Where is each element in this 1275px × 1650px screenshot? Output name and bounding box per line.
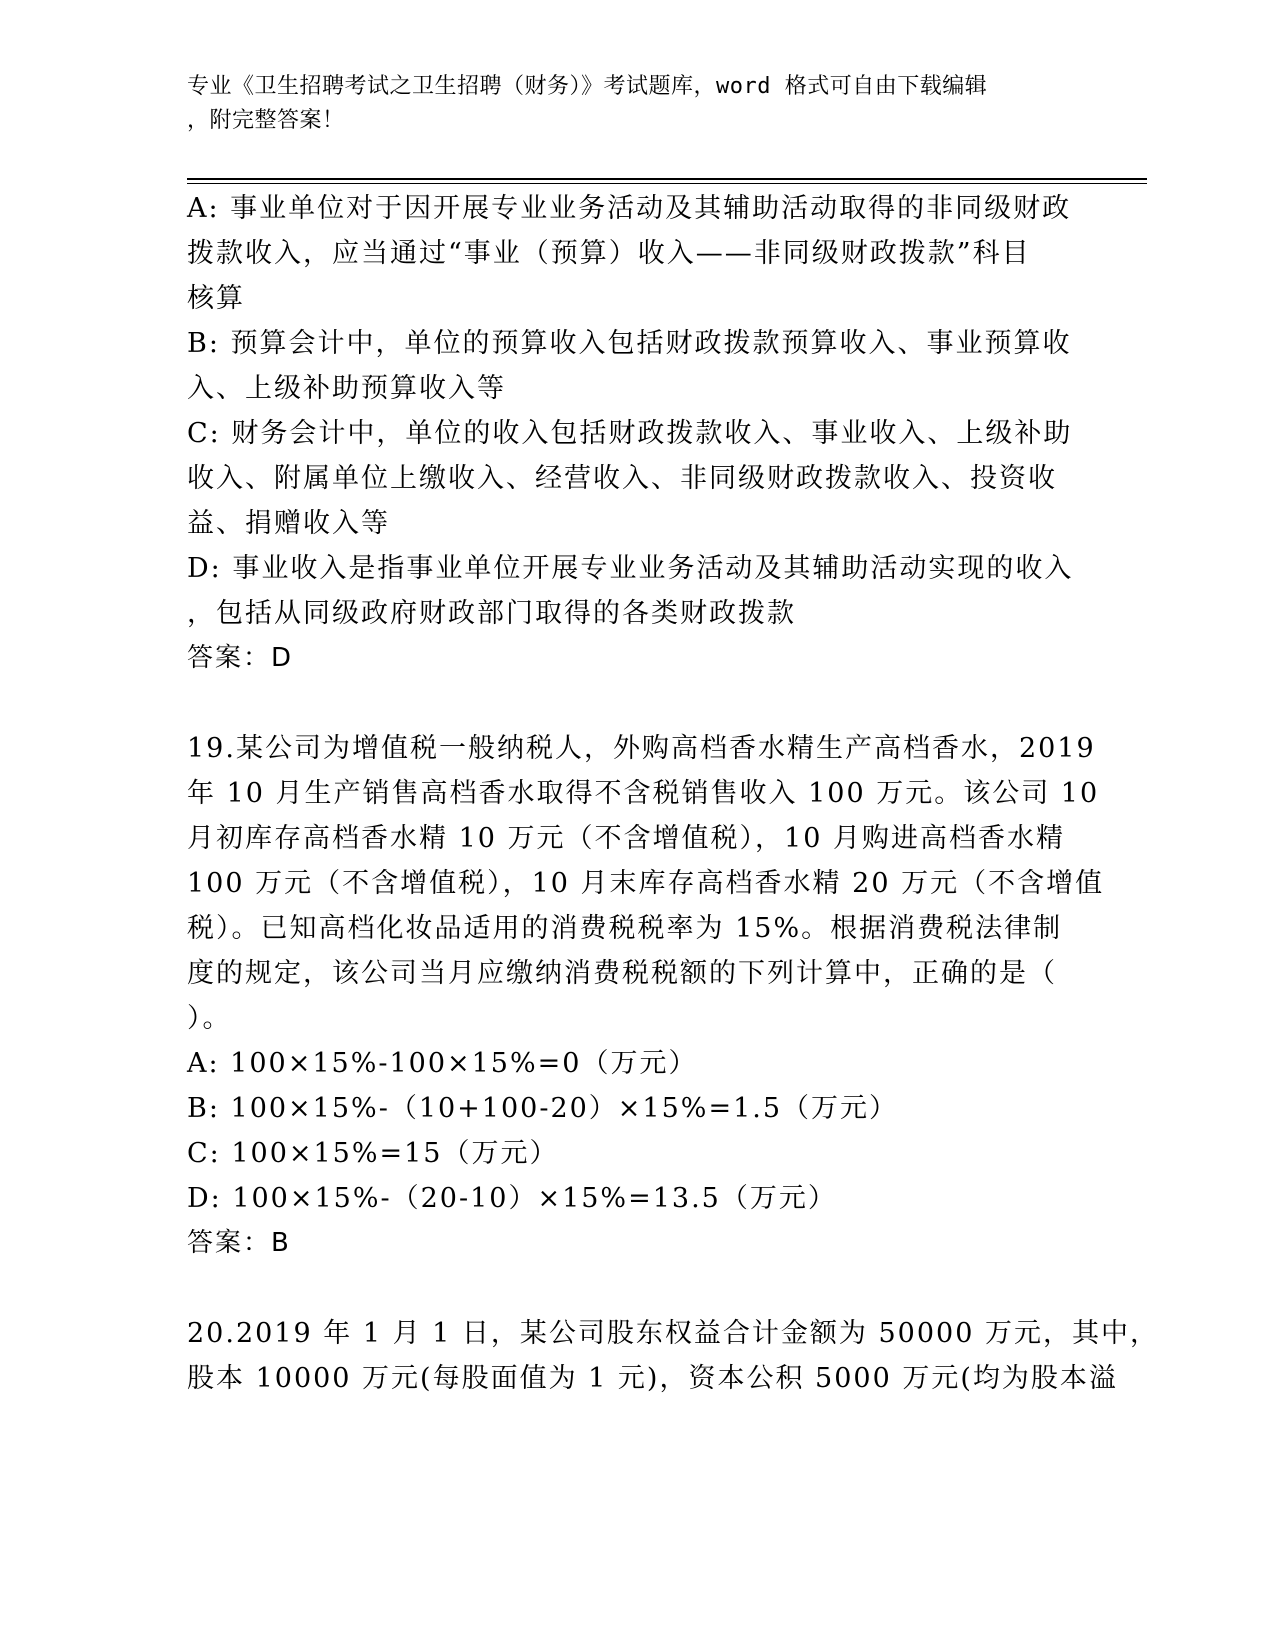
question-18 [187, 186, 1074, 681]
question-stem-line: 股本 10000 万元(每股面值为 1 元)，资本公积 5000 万元(均为股本溢 [187, 1363, 1118, 1394]
option-line: 核算 [187, 283, 245, 314]
header-line: ，附完整答案！ [187, 108, 345, 133]
option-line: D: 事业收入是指事业单位开展专业业务活动及其辅助活动实现的收入 [187, 553, 1074, 584]
question-stem-line: 20.2019 年 1 月 1 日，某公司股东权益合计金额为 50000 万元，其中， [187, 1318, 1159, 1349]
option-line: 拨款收入，应当通过“事业（预算）收入——非同级财政拨款”科目 [187, 238, 1031, 269]
header-line: 专业《卫生招聘考试之卫生招聘（财务）》考试题库，word 格式可自由下载编辑 [187, 74, 988, 99]
document-body [187, 186, 1159, 1401]
question-stem-line: 100 万元（不含增值税），10 月末库存高档香水精 20 万元（不含增值 [187, 868, 1105, 899]
question-stem-line: 19.某公司为增值税一般纳税人，外购高档香水精生产高档香水，2019 [187, 733, 1096, 764]
option-a: A: 100×15%-100×15%=0（万元） [187, 1048, 698, 1079]
option-line: A: 事业单位对于因开展专业业务活动及其辅助活动取得的非同级财政 [187, 193, 1072, 224]
question-stem-line: 度的规定，该公司当月应缴纳消费税税额的下列计算中，正确的是（ [187, 958, 1057, 989]
answer-label: 答案：D [187, 643, 294, 673]
option-line: B: 预算会计中，单位的预算收入包括财政拨款预算收入、事业预算收 [187, 328, 1072, 359]
question-20 [187, 1311, 1159, 1401]
header-divider-thin [187, 183, 1147, 184]
option-line: 入、上级补助预算收入等 [187, 373, 506, 404]
answer-label: 答案：B [187, 1228, 291, 1258]
option-b [187, 321, 1072, 411]
question-stem-line: ）。 [187, 1003, 232, 1034]
question-stem-line: 年 10 月生产销售高档香水取得不含税销售收入 100 万元。该公司 10 [187, 778, 1100, 809]
option-c [187, 411, 1073, 546]
question-stem-line: 税）。已知高档化妆品适用的消费税税率为 15%。根据消费税法律制 [187, 913, 1063, 944]
option-line: C: 财务会计中，单位的收入包括财政拨款收入、事业收入、上级补助 [187, 418, 1073, 449]
option-d: D: 100×15%-（20-10）×15%=13.5（万元） [187, 1183, 837, 1214]
question-19 [187, 726, 1105, 1266]
spacer [187, 681, 1067, 726]
option-line: 收入、附属单位上缴收入、经营收入、非同级财政拨款收入、投资收 [187, 463, 1057, 494]
option-d [187, 546, 1074, 636]
document-header [187, 70, 1067, 138]
question-stem-line: 月初库存高档香水精 10 万元（不含增值税），10 月购进高档香水精 [187, 823, 1065, 854]
option-a [187, 186, 1072, 321]
spacer [187, 1266, 1067, 1311]
option-line: ，包括从同级政府财政部门取得的各类财政拨款 [187, 598, 796, 629]
option-b: B: 100×15%-（10+100-20）×15%=1.5（万元） [187, 1093, 899, 1124]
header-divider [187, 178, 1147, 180]
option-c: C: 100×15%=15（万元） [187, 1138, 559, 1169]
option-line: 益、捐赠收入等 [187, 508, 390, 539]
